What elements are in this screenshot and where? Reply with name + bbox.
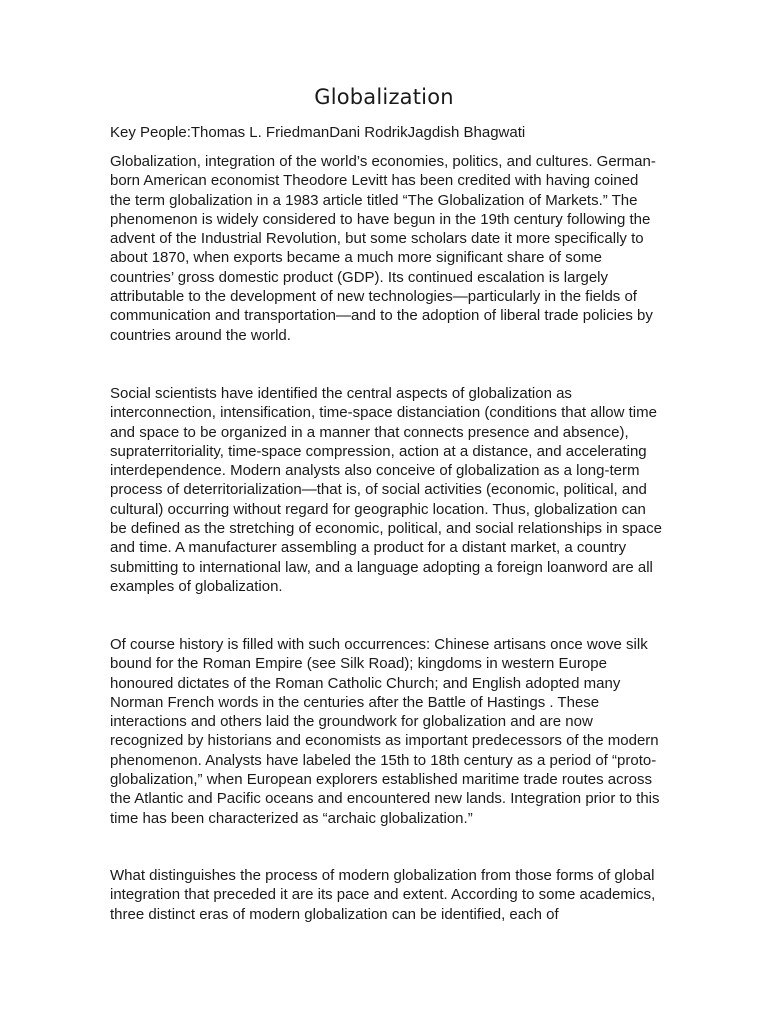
paragraph-modern: What distinguishes the process of modern globalization from those forms of global integration that preceded it are its pace and extent. According to some academics, three distinct eras of modern globalization can be identified, each of	[110, 867, 656, 923]
key-people-line	[110, 123, 670, 143]
key-people-names: Thomas L. FriedmanDani RodrikJagdish Bhagwati	[190, 124, 526, 141]
paragraph-aspects: Social scientists have identified the central aspects of globalization as interconnection, intensification, time-space distanciation (conditions that allow time and space to be organized in a manner that connects presence and absence), supraterritoriality, time-space compression, action at a distance, and accelerating interdependence. Modern analysts also conceive of globalization as a long-term process of deterritorialization—that is, of social activities (economic, political, and cultural) occurring without regard for geographic location. Thus, globalization can be defined as the stretching of economic, political, and social relationships in space and time. A manufacturer assembling a product for a distant market, a country submitting to international law, and a language adopting a foreign loanword are all examples of globalization.	[110, 385, 662, 595]
paragraph-intro: Globalization, integration of the world’s economies, politics, and cultures. German-born American economist Theodore Levitt has been credited with having coined the term globalization in a 1983 article titled “The Globalization of Markets.” The phenomenon is widely considered to have begun in the 19th century following the advent of the Industrial Revolution, but some scholars date it more specifically to about 1870, when exports became a much more significant share of some countries’ gross domestic product (GDP). Its continued escalation is largely attributable to the development of new technologies—particularly in the fields of communication and transportation—and to the adoption of liberal trade policies by countries around the world.	[110, 153, 656, 344]
page-title: Globalization	[314, 85, 454, 109]
paragraph-history: Of course history is filled with such occurrences: Chinese artisans once wove silk bound for the Roman Empire (see Silk Road); kingdoms in western Europe honoured dictates of the Roman Catholic Church; and English adopted many Norman French words in the centuries after the Battle of Hastings . These interactions and others laid the groundwork for globalization and are now recognized by historians and economists as important predecessors of the modern phenomenon. Analysts have labeled the 15th to 18th century as a period of “proto-globalization,” when European explorers established maritime trade routes across the Atlantic and Pacific oceans and encountered new lands. Integration prior to this time has been characterized as “archaic globalization.”	[110, 636, 660, 827]
key-people-label: Key People:	[110, 124, 191, 141]
